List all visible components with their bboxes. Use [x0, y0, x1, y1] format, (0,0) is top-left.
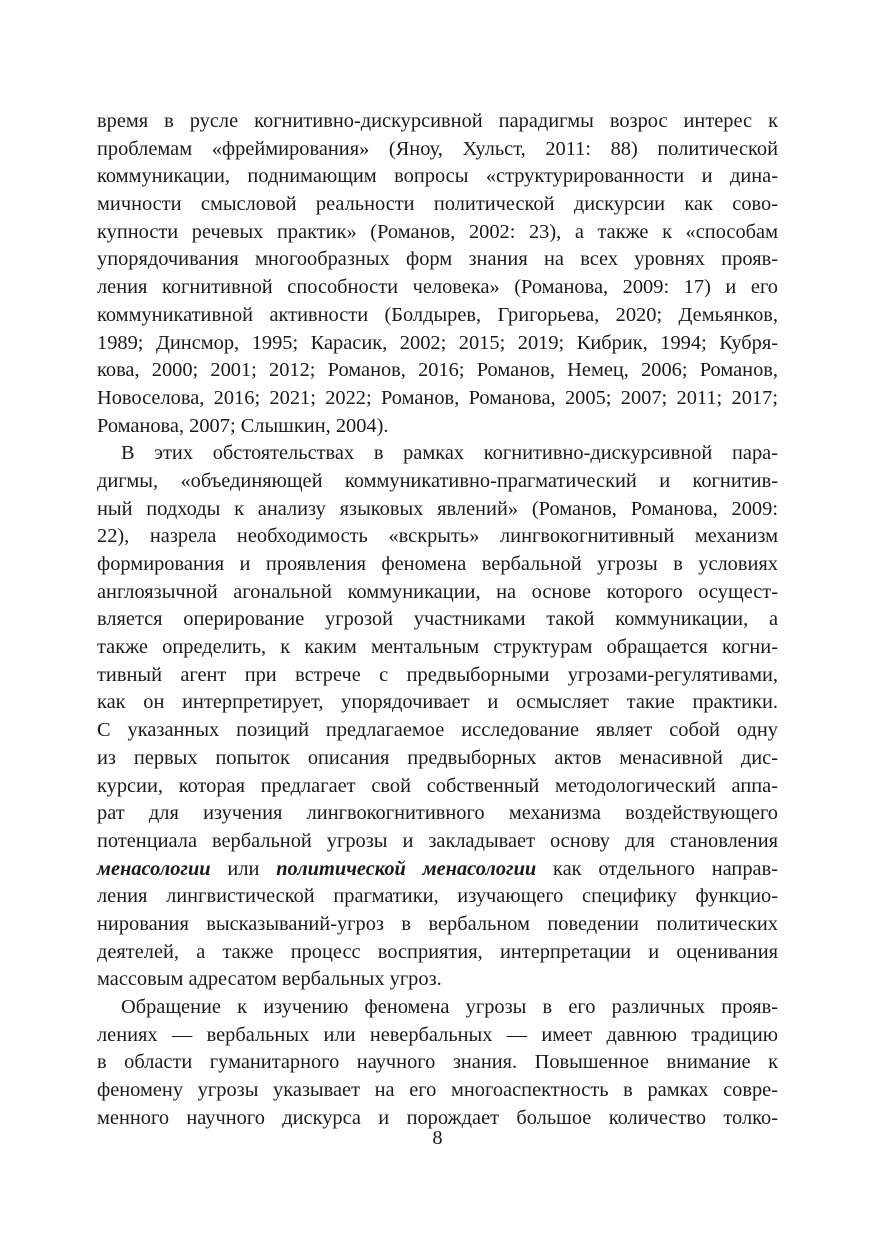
text-line: в области гуманитарного научного знания. Повышенное внимание к: [97, 1051, 778, 1074]
text-line: В этих обстоятельствах в рамках когнитивно-дискурсивной пара-: [121, 442, 778, 465]
text-line: как он интерпретирует, упорядочивает и осмысляет такие практики.: [97, 691, 778, 714]
text-line: коммуникации, поднимающим вопросы «структурированности и дина-: [97, 165, 778, 188]
text-line: мичности смысловой реальности политической дискурсии как сово-: [97, 193, 778, 216]
page-body: [97, 108, 778, 1132]
text-line: кова, 2000; 2001; 2012; Романов, 2016; Романов, Немец, 2006; Романов,: [97, 359, 778, 382]
text-line: ления когнитивной способности человека» (Романова, 2009: 17) и его: [97, 276, 778, 299]
text-line: упорядочивания многообразных форм знания на всех уровнях прояв-: [97, 248, 778, 271]
term-line-rest: как отдельного направ-: [536, 857, 779, 880]
text-line: феномену угрозы указывает на его многоаспектность в рамках совре-: [97, 1079, 778, 1102]
text-line: коммуникативной активности (Болдырев, Григорьева, 2020; Демьянков,: [97, 303, 778, 326]
text-line: вляется оперирование угрозой участниками такой коммуникации, а: [97, 608, 778, 631]
term-menasology: менасологии: [97, 857, 211, 880]
paragraph-1: [97, 108, 778, 440]
text-line: потенциала вербальной угрозы и закладывает основу для становления: [97, 829, 778, 852]
text-line: Обращение к изучению феномена угрозы в его различных прояв-: [121, 996, 778, 1018]
text-line: нирования высказываний-угроз в вербальном поведении политических: [97, 912, 778, 935]
text-line: курсии, которая предлагает свой собственный методологический аппа-: [97, 774, 778, 797]
text-line: из первых попыток описания предвыборных актов менасивной дис-: [97, 746, 778, 769]
text-line: купности речевых практик» (Романов, 2002: 23), а также к «способам: [97, 220, 778, 243]
paragraph-3: [97, 994, 778, 1132]
text-line: Новоселова, 2016; 2021; 2022; Романов, Романова, 2005; 2007; 2011; 2017;: [97, 386, 778, 409]
text-line: менного научного дискурса и порождает большое количество толко-: [97, 1106, 778, 1129]
text-line: также определить, к каким ментальным структурам обращается когни-: [97, 636, 778, 659]
text-line: англоязычной агональной коммуникации, на основе которого осущест-: [97, 580, 778, 603]
text-line: формирования и проявления феномена вербальной угрозы в условиях: [97, 553, 778, 575]
text-line: рат для изучения лингвокогнитивного механизма воздействующего: [97, 802, 778, 825]
page-number: 8: [432, 1127, 443, 1149]
text-line: ления лингвистической прагматики, изучающего специфику функцио-: [97, 885, 778, 908]
text-line: проблемам «фреймирования» (Яноу, Хульст, 2011: 88) политической: [97, 137, 778, 160]
paragraph-2: [97, 440, 778, 994]
text-line: деятелей, а также процесс восприятия, интерпретации и оценивания: [97, 940, 778, 963]
text-line: дигмы, «объединяющей коммуникативно-прагматический и когнитив-: [97, 469, 778, 492]
text-line: 1989; Динсмор, 1995; Карасик, 2002; 2015; 2019; Кибрик, 1994; Кубря-: [97, 331, 778, 354]
text-line-with-terms: [97, 856, 778, 884]
term-connector: или: [210, 857, 277, 880]
text-line: Романова, 2007; Слышкин, 2004).: [97, 414, 389, 437]
text-line: ный подходы к анализу языковых явлений» (Романов, Романова, 2009:: [97, 497, 778, 520]
text-line: 22), назрела необходимость «вскрыть» лингвокогнитивный механизм: [97, 525, 778, 548]
text-line: время в русле когнитивно-дискурсивной парадигмы возрос интерес к: [97, 110, 778, 132]
text-line: тивный агент при встрече с предвыборными угрозами-регулятивами,: [97, 663, 778, 686]
text-line: С указанных позиций предлагаемое исследование являет собой одну: [97, 719, 778, 742]
term-political-menasology: политической менасологии: [276, 857, 537, 880]
text-line: лениях — вербальных или невербальных — имеет давнюю традицию: [97, 1023, 778, 1046]
text-line: массовым адресатом вербальных угроз.: [97, 968, 442, 991]
